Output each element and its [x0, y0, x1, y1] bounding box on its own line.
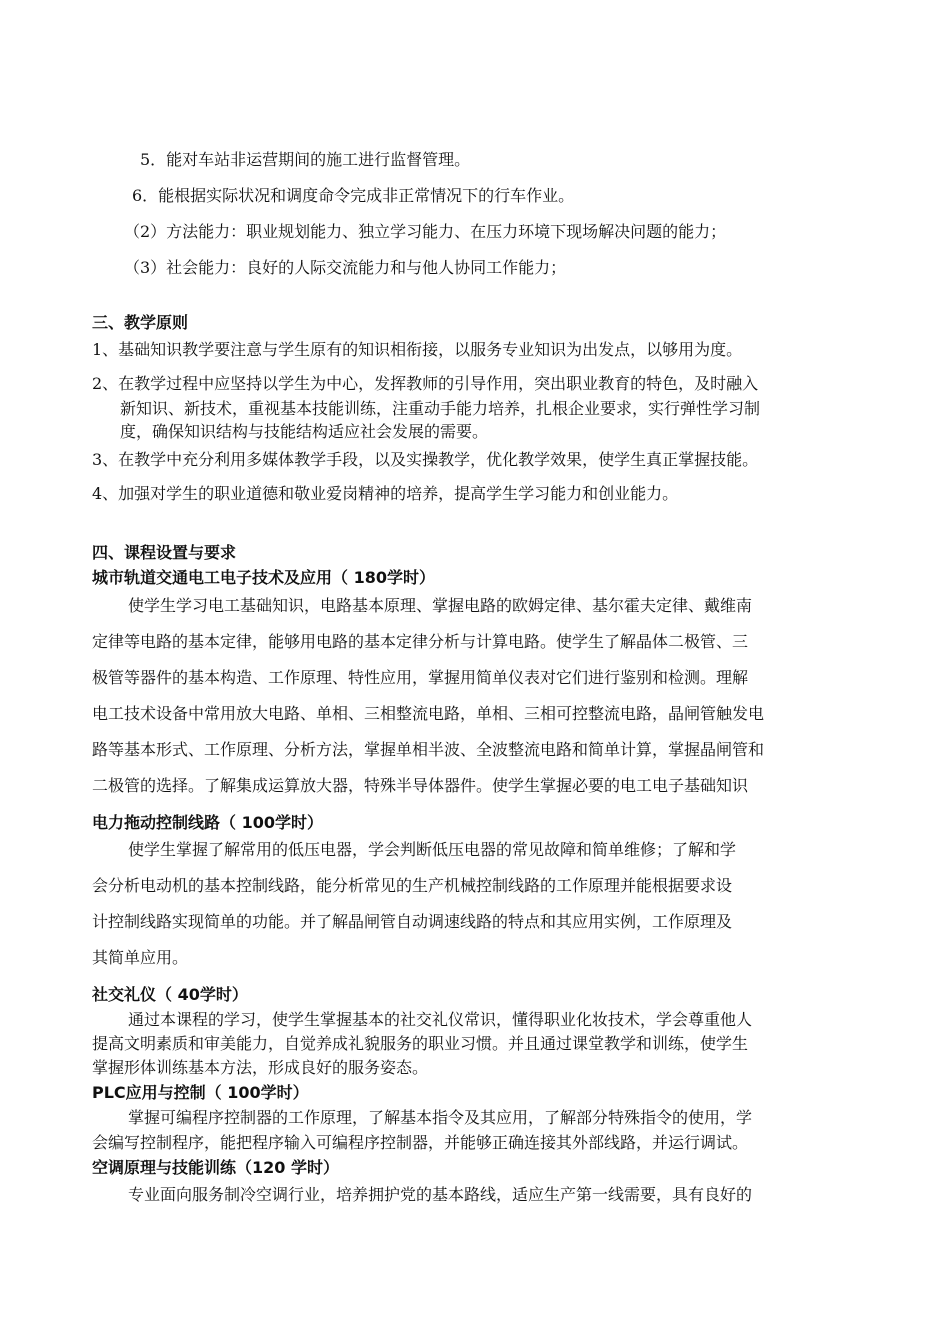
ability-item-5: 5．能对车站非运营期间的施工进行监督管理。: [140, 150, 471, 169]
course-1-line-3: 极管等器件的基本构造、工作原理、特性应用，掌握用简单仪表对它们进行鉴别和检测。理解: [92, 668, 749, 687]
course-4-line-2: 会编写控制程序，能把程序输入可编程序控制器，并能够正确连接其外部线路，并运行调试。: [92, 1133, 749, 1152]
course-3-line-1: 通过本课程的学习，使学生掌握基本的社交礼仪常识，懂得职业化妆技术，学会尊重他人: [128, 1010, 753, 1029]
course-1-line-6: 二极管的选择。了解集成运算放大器，特殊半导体器件。使学生掌握必要的电工电子基础知识: [92, 776, 749, 795]
course-1-line-4: 电工技术设备中常用放大电路、单相、三相整流电路，单相、三相可控整流电路，晶闸管触发电: [92, 704, 765, 723]
course-5-line-1: 专业面向服务制冷空调行业，培养拥护党的基本路线，适应生产第一线需要，具有良好的: [128, 1185, 753, 1204]
course-1-line-5: 路等基本形式、工作原理、分析方法，掌握单相半波、全波整流电路和简单计算，掌握晶闸管和: [92, 740, 765, 759]
method-ability: （2）方法能力：职业规划能力、独立学习能力、在压力环境下现场解决问题的能力；: [124, 222, 727, 241]
course-title-plc: PLC应用与控制（ 100学时）: [92, 1083, 309, 1102]
principle-2-line-1: 2、在教学过程中应坚持以学生为中心，发挥教师的引导作用，突出职业教育的特色，及时融入: [92, 374, 759, 393]
social-ability: （3）社会能力：良好的人际交流能力和与他人协同工作能力；: [124, 258, 567, 277]
principle-2-line-2: 新知识、新技术，重视基本技能训练，注重动手能力培养，扎根企业要求，实行弹性学习制: [120, 399, 761, 418]
section-heading-teaching-principles: 三、教学原则: [92, 313, 189, 332]
course-1-line-2: 定律等电路的基本定律，能够用电路的基本定律分析与计算电路。使学生了解晶体二极管、三: [92, 632, 749, 651]
section-heading-course-settings: 四、课程设置与要求: [92, 543, 237, 562]
principle-2-line-3: 度，确保知识结构与技能结构适应社会发展的需要。: [120, 422, 489, 441]
course-title-air-conditioning: 空调原理与技能训练（120 学时）: [92, 1158, 339, 1177]
course-title-drag-control: 电力拖动控制线路（ 100学时）: [92, 813, 323, 832]
course-3-line-2: 提高文明素质和审美能力，自觉养成礼貌服务的职业习惯。并且通过课堂教学和训练，使学生: [92, 1034, 749, 1053]
course-4-line-1: 掌握可编程序控制器的工作原理，了解基本指令及其应用，了解部分特殊指令的使用，学: [128, 1108, 753, 1127]
course-title-social-etiquette: 社交礼仪（ 40学时）: [92, 985, 248, 1004]
principle-4: 4、加强对学生的职业道德和敬业爱岗精神的培养，提高学生学习能力和创业能力。: [92, 484, 679, 503]
course-2-line-1: 使学生掌握了解常用的低压电器，学会判断低压电器的常见故障和简单维修；了解和学: [128, 840, 737, 859]
principle-1: 1、基础知识教学要注意与学生原有的知识相衔接，以服务专业知识为出发点，以够用为度。: [92, 340, 743, 359]
course-2-line-4: 其简单应用。: [92, 948, 189, 967]
course-title-electrical-electronics: 城市轨道交通电工电子技术及应用（ 180学时）: [92, 568, 435, 587]
principle-3: 3、在教学中充分利用多媒体教学手段，以及实操教学，优化教学效果，使学生真正掌握技能。: [92, 450, 759, 469]
course-3-line-3: 掌握形体训练基本方法，形成良好的服务姿态。: [92, 1058, 429, 1077]
ability-item-6: 6．能根据实际状况和调度命令完成非正常情况下的行车作业。: [132, 186, 575, 205]
course-2-line-3: 计控制线路实现简单的功能。并了解晶闸管自动调速线路的特点和其应用实例，工作原理及: [92, 912, 733, 931]
course-2-line-2: 会分析电动机的基本控制线路，能分析常见的生产机械控制线路的工作原理并能根据要求设: [92, 876, 733, 895]
course-1-line-1: 使学生学习电工基础知识，电路基本原理、掌握电路的欧姆定律、基尔霍夫定律、戴维南: [128, 596, 753, 615]
